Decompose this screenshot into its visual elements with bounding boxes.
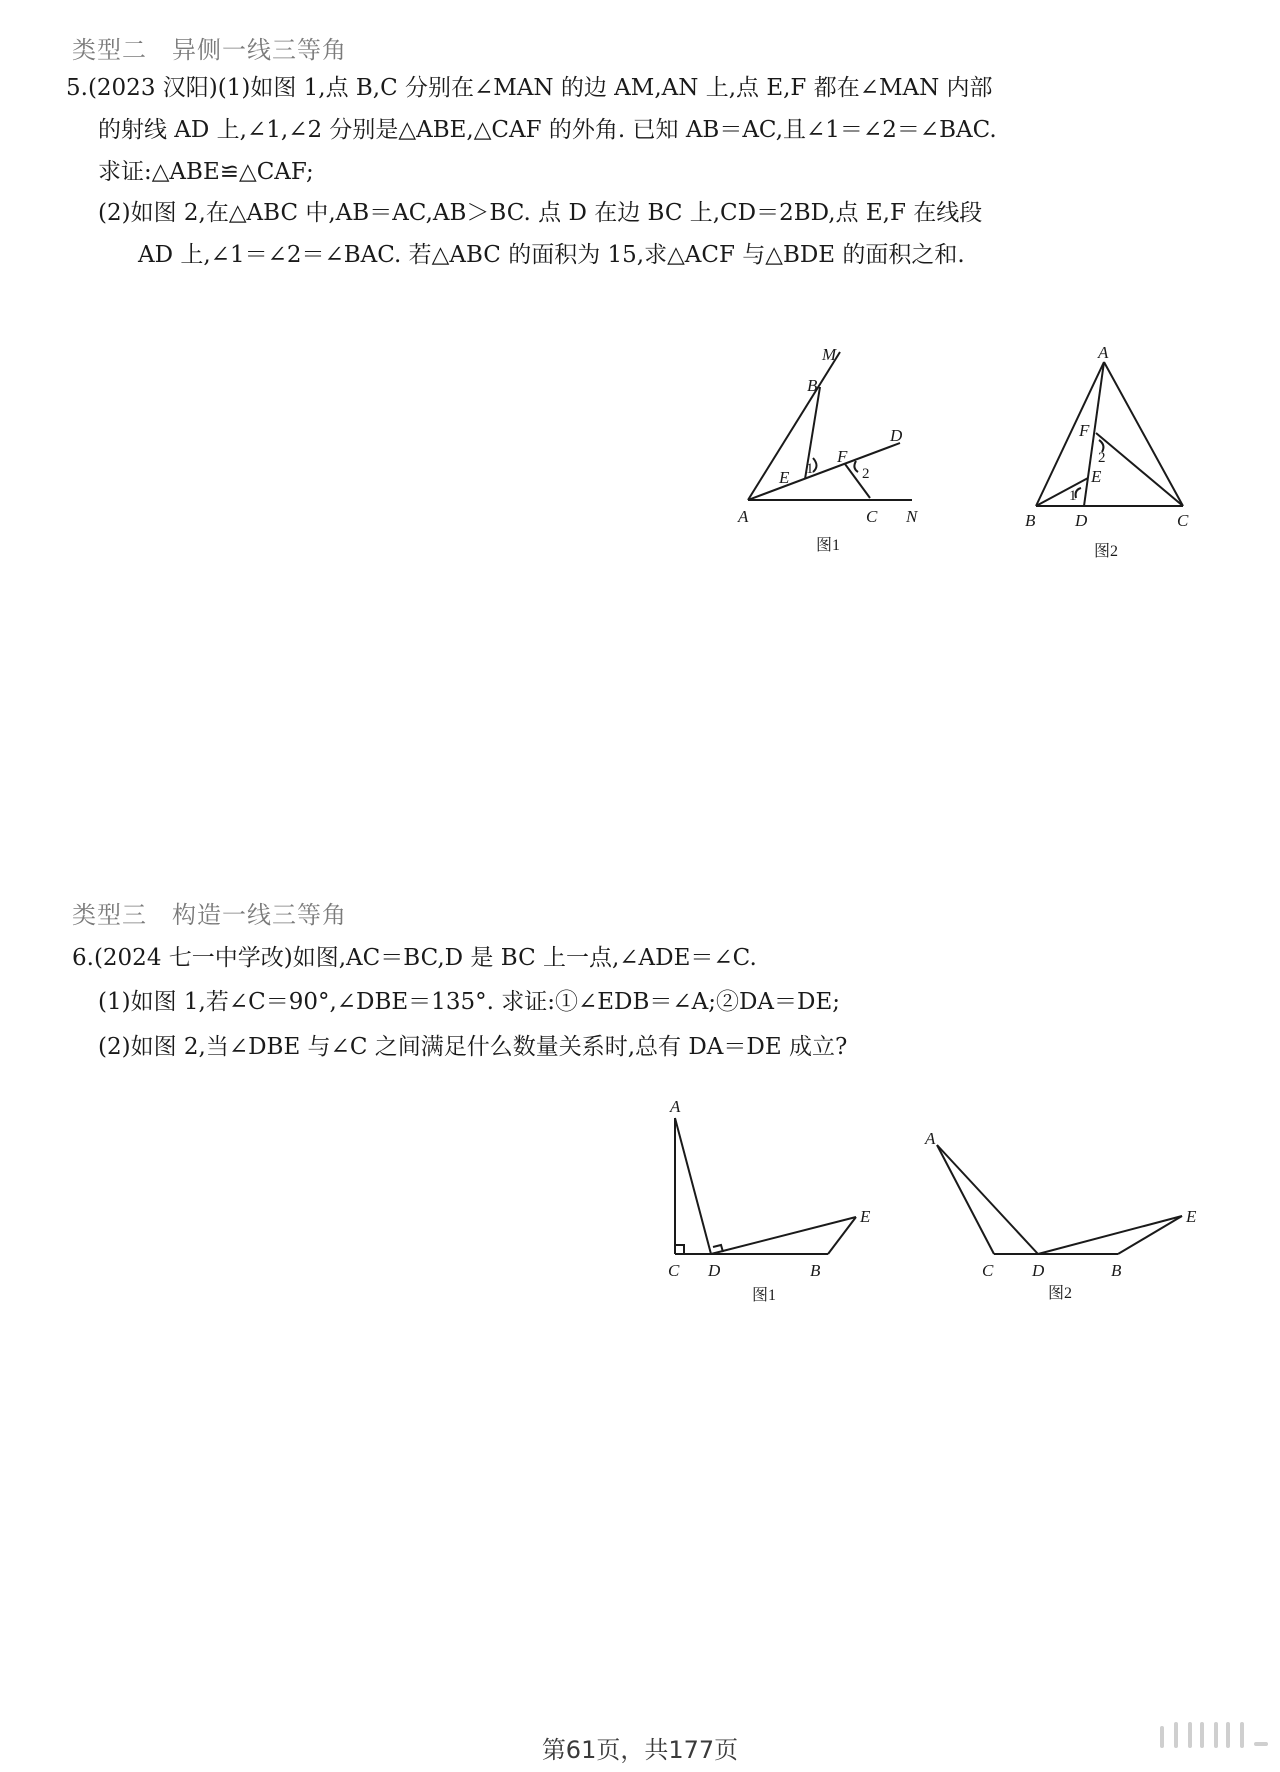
segment-ad: [937, 1145, 1038, 1254]
label-F: F: [1079, 421, 1090, 440]
q6-line-3: (2)如图 2,当∠DBE 与∠C 之间满足什么数量关系时,总有 DA＝DE 成立?: [98, 1034, 848, 1060]
label-E: E: [779, 468, 790, 487]
label-angle-1: 1: [806, 461, 814, 477]
q5-line-3: 求证:△ABE≌△CAF;: [98, 159, 314, 185]
label-C: C: [982, 1261, 994, 1280]
section-title-type2: 类型二 异侧一线三等角: [72, 36, 347, 64]
label-D: D: [1032, 1261, 1045, 1280]
label-C: C: [1177, 511, 1189, 530]
figure-caption: 图2: [1094, 543, 1119, 560]
label-C: C: [866, 507, 878, 526]
q5-line-2: 的射线 AD 上,∠1,∠2 分别是△ABE,△CAF 的外角. 已知 AB＝AC,且∠1＝∠2＝∠BAC.: [98, 117, 997, 143]
segment-ac: [937, 1145, 994, 1254]
q6-line-1: 6.(2024 七一中学改)如图,AC＝BC,D 是 BC 上一点,∠ADE＝∠C.: [72, 945, 757, 971]
section-title-type3: 类型三 构造一线三等角: [72, 901, 347, 929]
figure-caption: 图1: [752, 1287, 777, 1304]
segment-de: [1038, 1216, 1182, 1254]
scan-mark-decoration: [1160, 1722, 1270, 1748]
q5-line-5: AD 上,∠1＝∠2＝∠BAC. 若△ABC 的面积为 15,求△ACF 与△BDE 的面积之和.: [138, 242, 965, 268]
label-D: D: [1075, 511, 1088, 530]
label-angle-1: 1: [1069, 488, 1077, 504]
label-B: B: [1111, 1261, 1122, 1280]
segment-be: [1118, 1216, 1182, 1254]
label-D: D: [890, 426, 903, 445]
label-M: M: [822, 345, 837, 364]
label-E: E: [1186, 1207, 1197, 1226]
label-B: B: [1025, 511, 1036, 530]
label-angle-2: 2: [1098, 450, 1106, 466]
page-footer: 第61页，共177页: [541, 1736, 739, 1764]
label-A: A: [738, 507, 749, 526]
q5-line-1: 5.(2023 汉阳)(1)如图 1,点 B,C 分别在∠MAN 的边 AM,AN 上,点 E,F 都在∠MAN 内部: [66, 75, 993, 101]
q5-line-4: (2)如图 2,在△ABC 中,AB＝AC,AB＞BC. 点 D 在边 BC 上,CD＝2BD,点 E,F 在线段: [98, 200, 983, 226]
label-D: D: [708, 1261, 721, 1280]
label-E: E: [860, 1207, 871, 1226]
q6-line-2: (1)如图 1,若∠C＝90°,∠DBE＝135°. 求证:①∠EDB＝∠A;②DA＝DE;: [98, 989, 841, 1015]
label-F: F: [837, 447, 848, 466]
label-A: A: [925, 1129, 936, 1148]
label-C: C: [668, 1261, 680, 1280]
figure-caption: 图2: [1048, 1285, 1073, 1302]
label-angle-2: 2: [862, 466, 870, 482]
label-B: B: [810, 1261, 821, 1280]
label-A: A: [1098, 343, 1109, 362]
label-A: A: [670, 1097, 681, 1116]
label-N: N: [906, 507, 918, 526]
figure-caption: 图1: [816, 537, 841, 554]
label-E: E: [1091, 467, 1102, 486]
label-B: B: [807, 376, 818, 395]
